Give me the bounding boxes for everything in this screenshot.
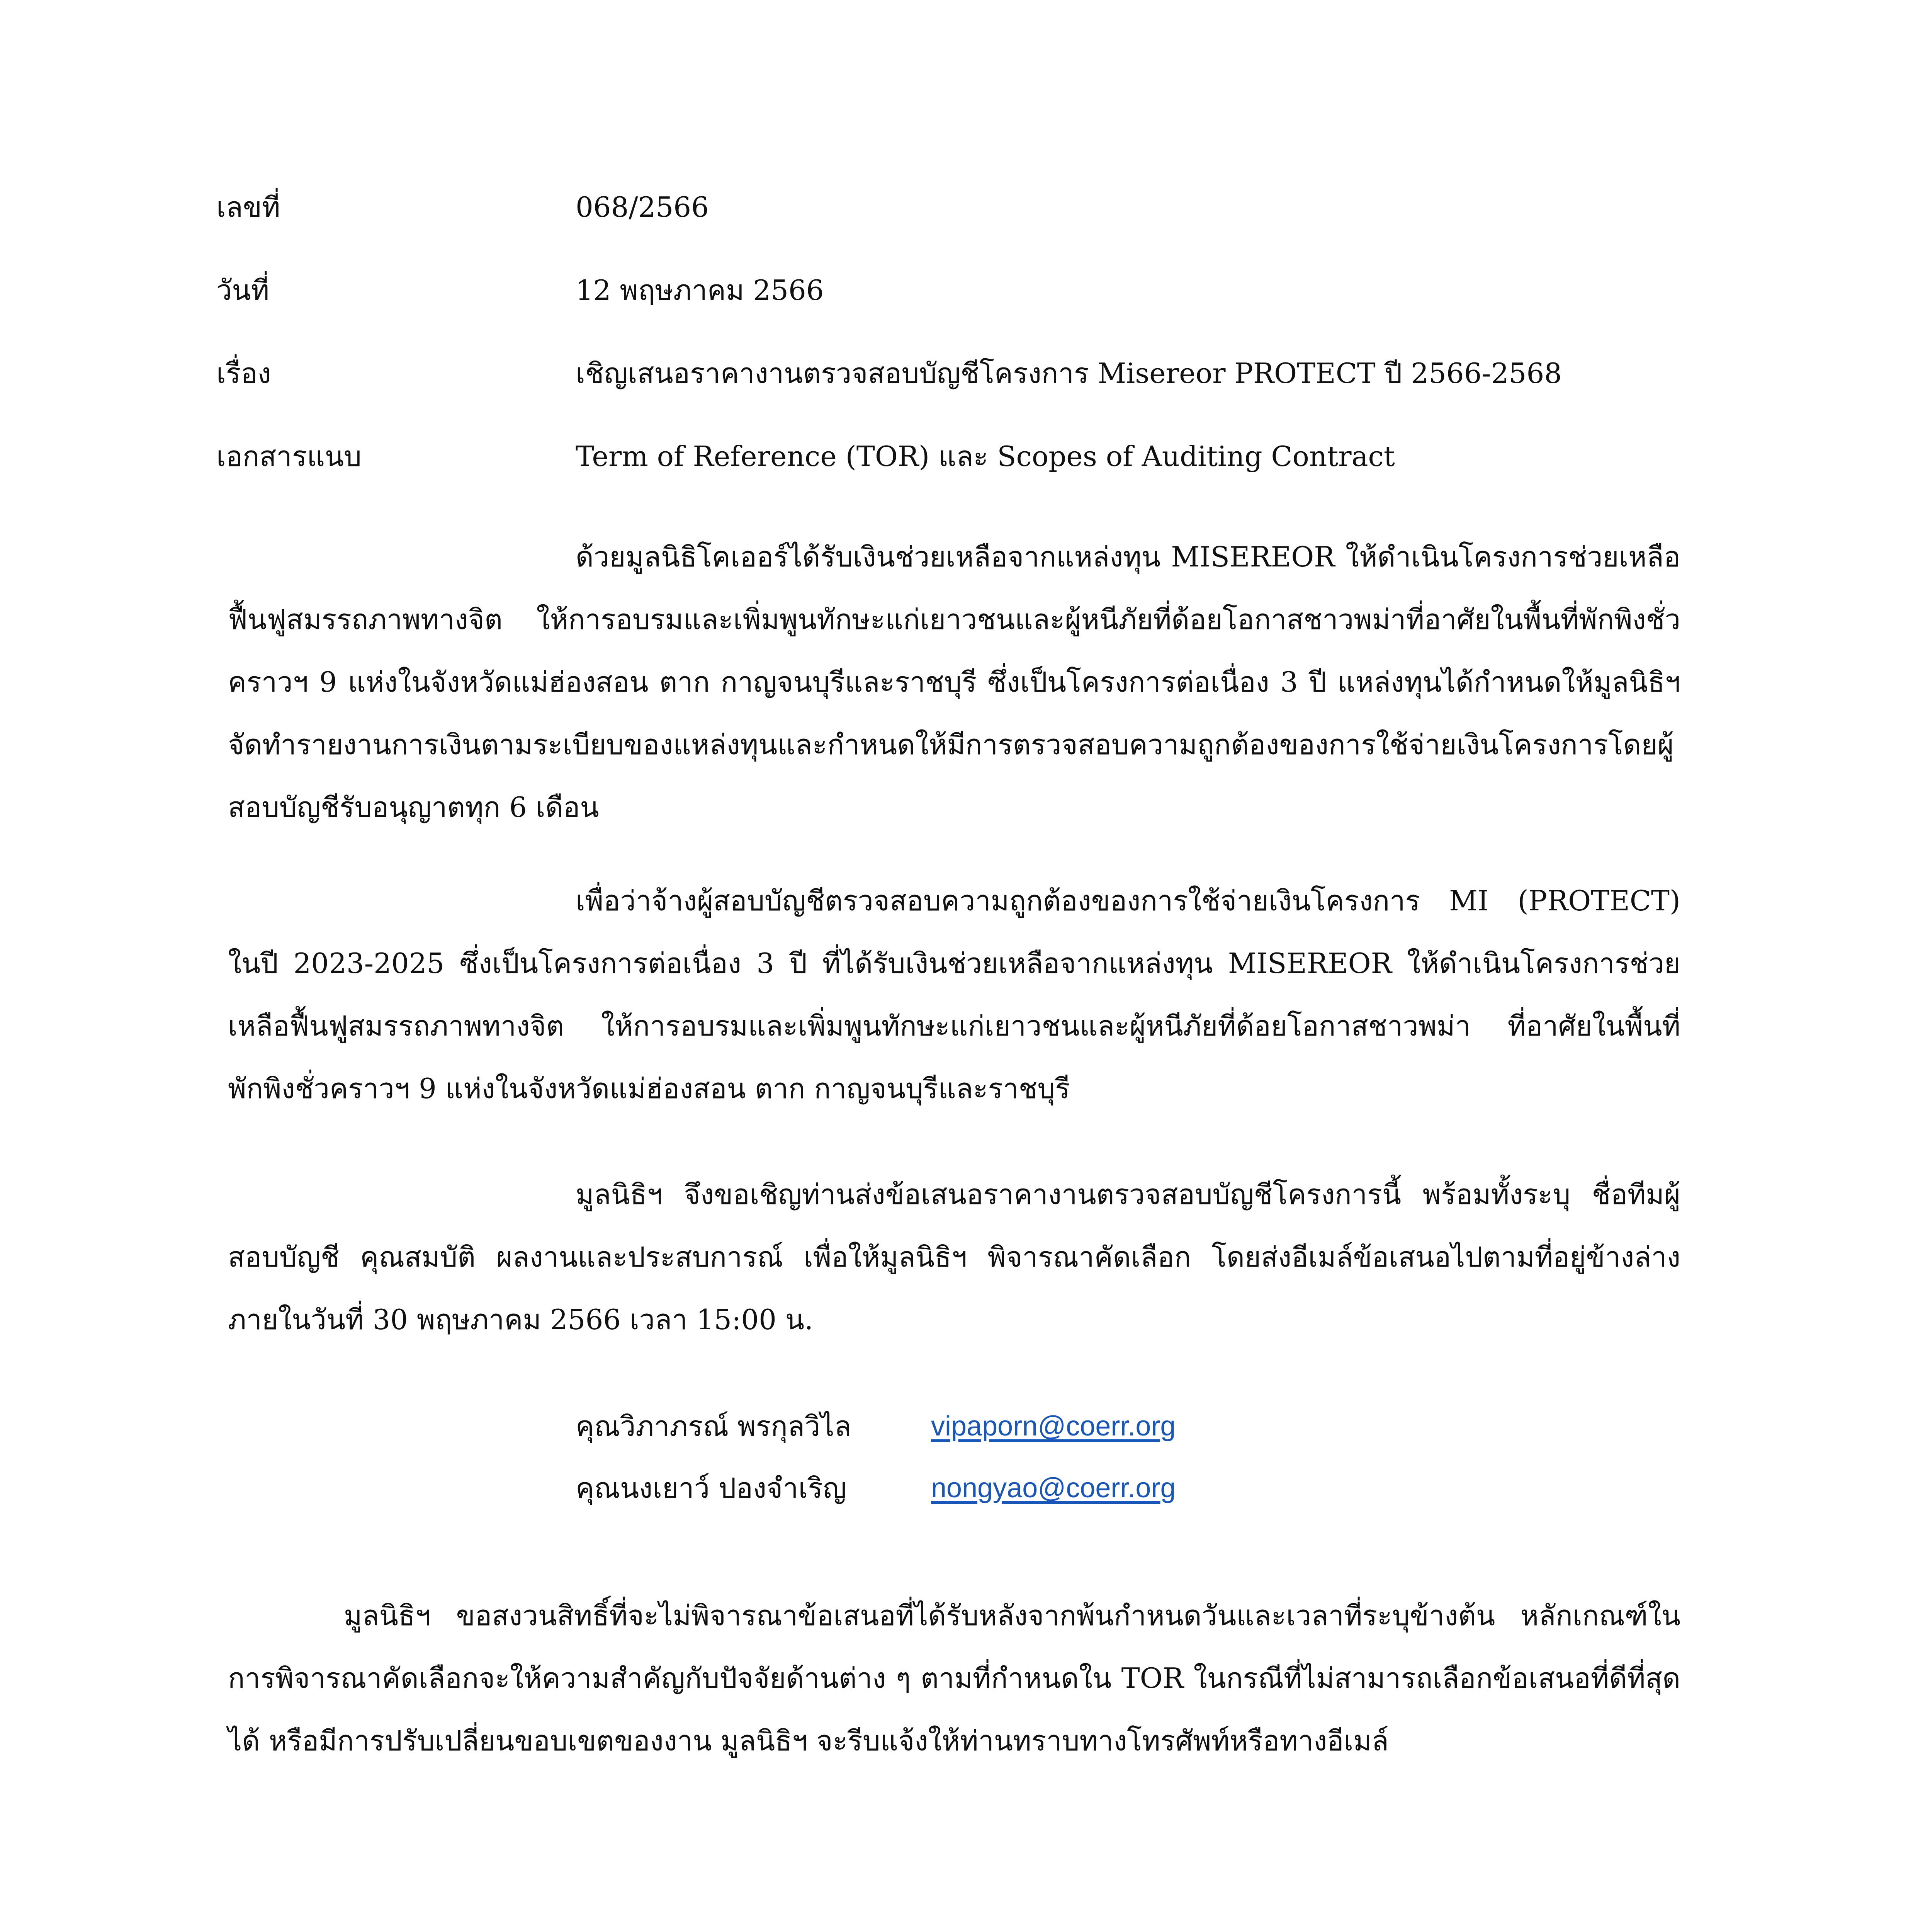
- contact-name: คุณนงเยาว์ ปองจำเริญ: [576, 1472, 847, 1504]
- document-date-value: 12 พฤษภาคม 2566: [576, 274, 824, 306]
- body-paragraph-3: มูลนิธิฯ จึงขอเชิญท่านส่งข้อเสนอราคางานตรวจสอบบัญชีโครงการนี้ พร้อมทั้งระบุ ชื่อทีมผู้สอบบัญชี คุณสมบัติ ผลงานและประสบการณ์ เพื่อให้มูลนิธิฯ พิจารณาคัดเลือก โดยส่งอีเมล์ข้อเสนอไปตามที่อยู่ข้างล่างภายในวันที่ 30 พฤษภาคม 2566 เวลา 15:00 น.: [228, 1178, 1680, 1336]
- body-paragraph-2: เพื่อว่าจ้างผู้สอบบัญชีตรวจสอบความถูกต้องของการใช้จ่ายเงินโครงการ MI (PROTECT) ในปี 2023-2025 ซึ่งเป็นโครงการต่อเนื่อง 3 ปี ที่ได้รับเงินช่วยเหลือจากแหล่งทุน MISEREOR ให้ดำเนินโครงการช่วยเหลือฟื้นฟูสมรรถภาพทางจิต ให้การอบรมและเพิ่มพูนทักษะแก่เยาวชนและผู้หนีภัยที่ด้อยโอกาสชาวพม่า ที่อาศัยในพื้นที่พักพิงชั่วคราวฯ 9 แห่งในจังหวัดแม่ฮ่องสอน ตาก กาญจนบุรีและราชบุรี: [228, 884, 1680, 1105]
- contact-email-link[interactable]: vipaporn@coerr.org: [931, 1411, 1176, 1442]
- document-attachment-value: Term of Reference (TOR) และ Scopes of Auditing Contract: [576, 440, 1395, 473]
- document-number-label: เลขที่: [216, 191, 280, 223]
- body-paragraph-1: ด้วยมูลนิธิโคเออร์ได้รับเงินช่วยเหลือจากแหล่งทุน MISEREOR ให้ดำเนินโครงการช่วยเหลือฟื้นฟูสมรรถภาพทางจิต ให้การอบรมและเพิ่มพูนทักษะแก่เยาวชนและผู้หนีภัยที่ด้อยโอกาสชาวพม่าที่อาศัยในพื้นที่พักพิงชั่วคราวฯ 9 แห่งในจังหวัดแม่ฮ่องสอน ตาก กาญจนบุรีและราชบุรี ซึ่งเป็นโครงการต่อเนื่อง 3 ปี แหล่งทุนได้กำหนดให้มูลนิธิฯ จัดทำรายงานการเงินตามระเบียบของแหล่งทุนและกำหนดให้มีการตรวจสอบความถูกต้องของการใช้จ่ายเงินโครงการโดยผู้สอบบัญชีรับอนุญาตทุก 6 เดือน: [228, 541, 1680, 823]
- document-date-label: วันที่: [216, 274, 270, 306]
- contact-name: คุณวิภาภรณ์ พรกุลวิไล: [576, 1410, 851, 1442]
- contact-email-link[interactable]: nongyao@coerr.org: [931, 1473, 1176, 1503]
- document-attachment-label: เอกสารแนบ: [216, 440, 362, 473]
- body-paragraph-4: มูลนิธิฯ ขอสงวนสิทธิ์ที่จะไม่พิจารณาข้อเสนอที่ได้รับหลังจากพ้นกำหนดวันและเวลาที่ระบุข้างต้น หลักเกณฑ์ในการพิจารณาคัดเลือกจะให้ความสำคัญกับปัจจัยด้านต่าง ๆ ตามที่กำหนดใน TOR ในกรณีที่ไม่สามารถเลือกข้อเสนอที่ดีที่สุดได้ หรือมีการปรับเปลี่ยนขอบเขตของงาน มูลนิธิฯ จะรีบแจ้งให้ท่านทราบทางโทรศัพท์หรือทางอีเมล์: [228, 1599, 1680, 1757]
- document-number-value: 068/2566: [576, 191, 709, 223]
- document-subject-label: เรื่อง: [216, 357, 271, 389]
- document-subject-value: เชิญเสนอราคางานตรวจสอบบัญชีโครงการ Misereor PROTECT ปี 2566-2568: [576, 357, 1562, 389]
